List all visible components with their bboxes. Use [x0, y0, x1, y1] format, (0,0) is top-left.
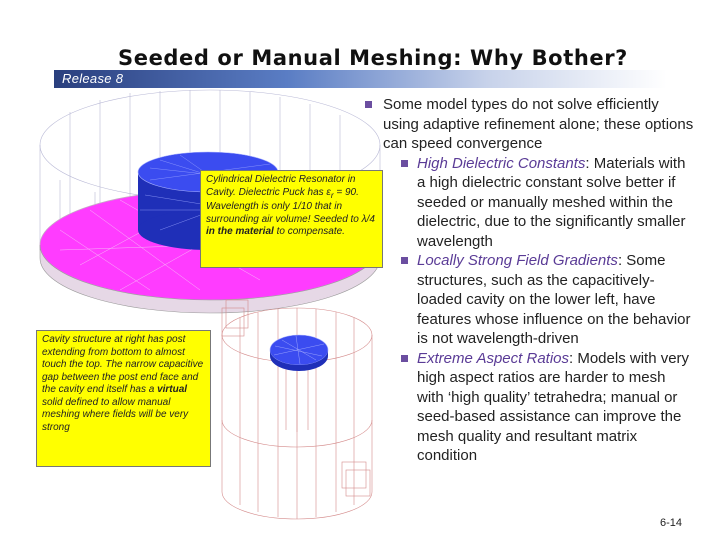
bullet-square-icon — [401, 355, 408, 362]
sub-bullet-text: : Materials with a high dielectric constant solve better if seeded or manually meshed within the dielectric, due to the significantly smaller wavelength — [417, 154, 686, 250]
release-label: Release 8 — [62, 71, 124, 86]
sub-bullet-text: : Models with very high aspect ratios are harder to mesh with ‘high quality’ tetrahedra; manual or seed-based assistance can improve the mesh quality and resultant matrix condition — [417, 349, 690, 464]
sub-bullet-label: Locally Strong Field Gradients — [417, 252, 618, 269]
epsilon-subscript: r — [330, 189, 334, 200]
caption-text: Cavity structure at right has post extending from bottom to almost touch the top. The narrow capacitive gap between the post end face and the cavity end itself has a — [42, 334, 204, 395]
sub-bullet-label: High Dielectric Constants — [417, 154, 586, 172]
slide-title: Seeded or Manual Meshing: Why Bother? — [118, 46, 628, 70]
bullet-square-icon — [401, 160, 408, 167]
resonator-caption — [200, 170, 383, 268]
sub-bullet-label: Extreme Aspect Ratios — [417, 349, 569, 367]
bullet-square-icon — [365, 101, 372, 108]
bullet-list — [365, 95, 695, 466]
lambda-quarter: λ/4 — [361, 213, 375, 225]
bullet-square-icon — [401, 257, 408, 264]
main-bullet — [365, 95, 695, 154]
caption-text: Cylindrical Dielectric Resonator in Cavity. Dielectric Puck has — [206, 174, 356, 198]
epsilon-symbol: ε — [326, 186, 331, 198]
sub-bullet-text: : Some structures, such as the capacitively-loaded cavity on the lower left, have features whose influence on the behavior is not wavelength-driven — [417, 252, 691, 347]
cavity-caption — [36, 330, 211, 467]
sub-bullet-high-dielectric — [365, 154, 695, 252]
caption-bold-text: in the material — [206, 226, 274, 237]
caption-text: to compensate. — [273, 226, 345, 237]
sub-bullet-field-gradients — [365, 251, 695, 349]
main-bullet-text: Some model types do not solve efficiently using adaptive refinement alone; these options can speed convergence — [383, 96, 694, 152]
caption-text: = 90. Wavelength is only 1/10 that in surrounding air volume! Seeded to — [206, 186, 362, 225]
page-number: 6-14 — [660, 517, 683, 529]
sub-bullet-aspect-ratios — [365, 349, 695, 466]
loaded-cavity-wireframe — [222, 300, 372, 519]
caption-text: solid defined to allow manual meshing where fields will be very strong — [42, 396, 189, 433]
caption-bold-text: virtual — [157, 384, 188, 395]
